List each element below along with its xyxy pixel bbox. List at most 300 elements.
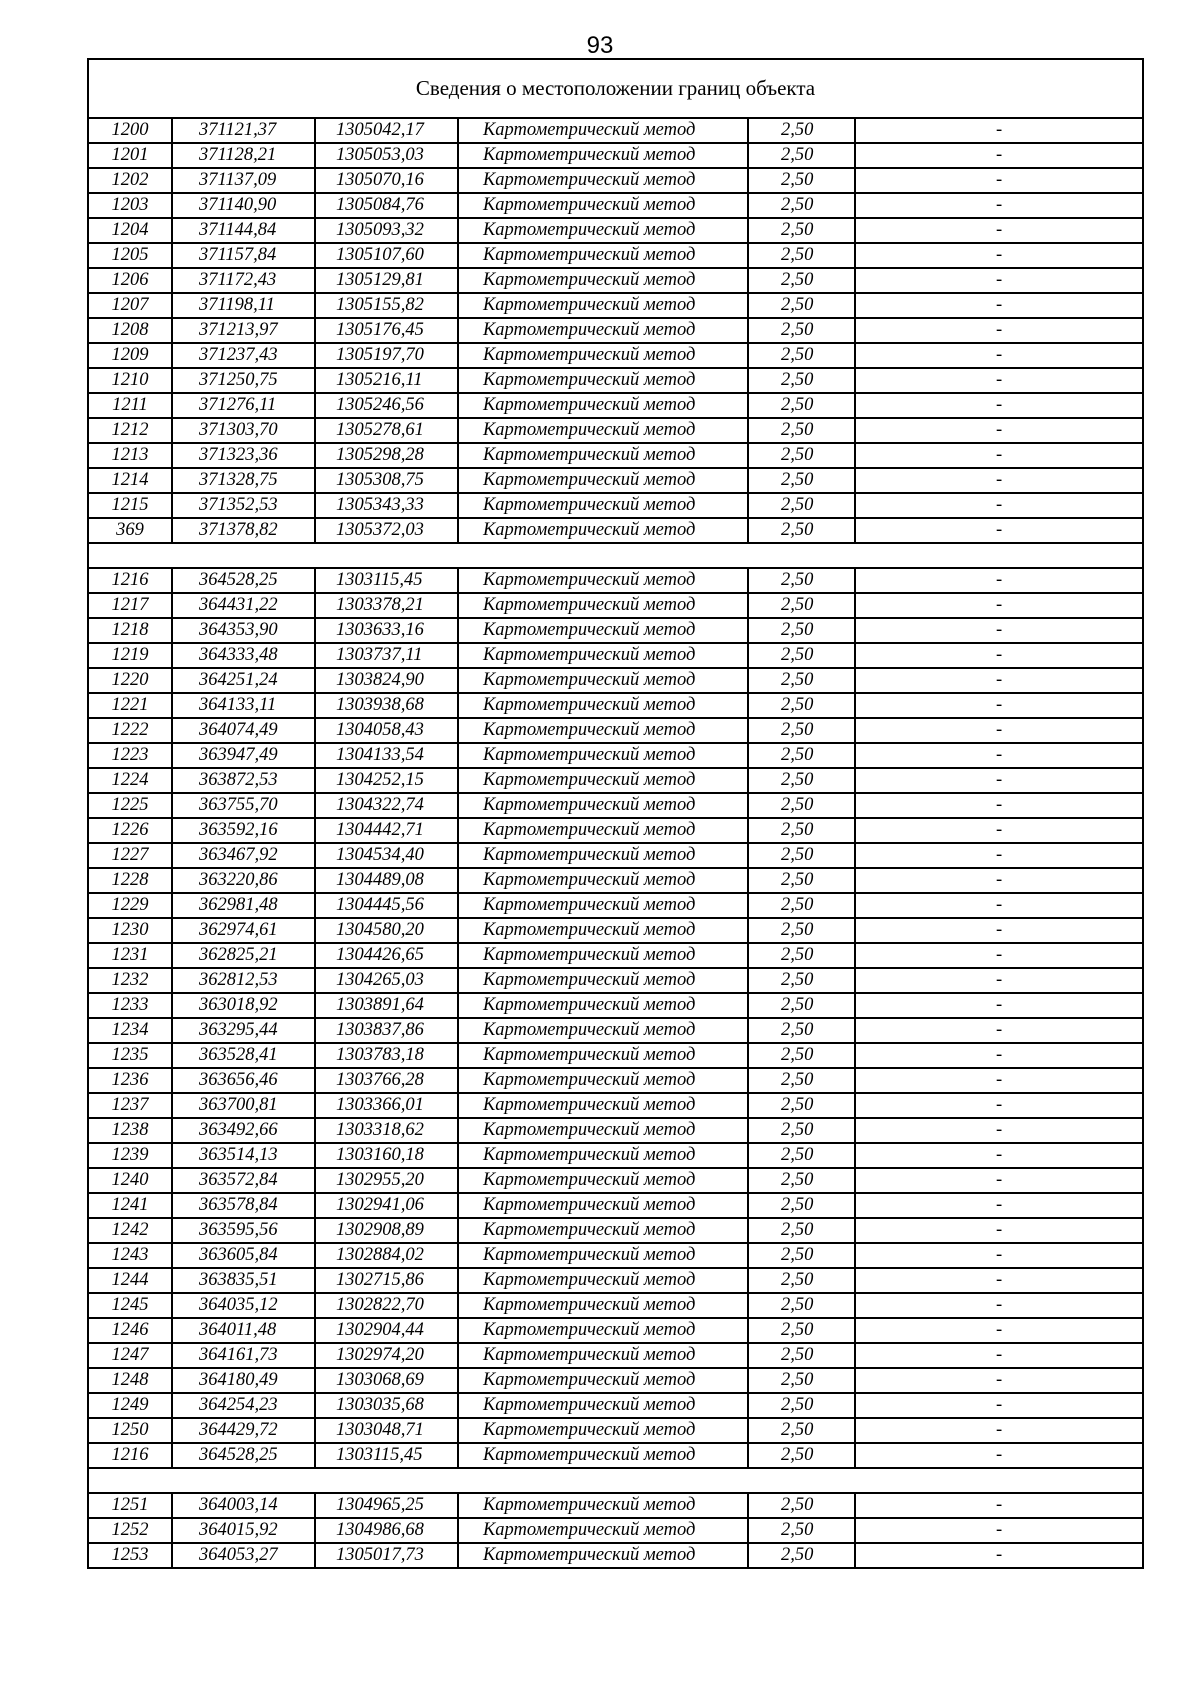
description-cell: - (855, 1018, 1143, 1043)
coordinate-x-cell: 363492,66 (172, 1118, 315, 1143)
point-number-cell: 1224 (88, 768, 172, 793)
method-cell: Картометрический метод (458, 193, 748, 218)
table-row (88, 1193, 1143, 1218)
method-cell: Картометрический метод (458, 768, 748, 793)
point-number-cell: 1222 (88, 718, 172, 743)
accuracy-cell: 2,50 (748, 1243, 855, 1268)
table-row (88, 1543, 1143, 1568)
accuracy-cell: 2,50 (748, 718, 855, 743)
accuracy-cell: 2,50 (748, 843, 855, 868)
accuracy-cell: 2,50 (748, 443, 855, 468)
method-cell: Картометрический метод (458, 1543, 748, 1568)
accuracy-cell: 2,50 (748, 1393, 855, 1418)
coordinate-y-cell: 1303068,69 (315, 1368, 458, 1393)
description-cell: - (855, 743, 1143, 768)
method-cell: Картометрический метод (458, 918, 748, 943)
coordinate-x-cell: 362812,53 (172, 968, 315, 993)
description-cell: - (855, 418, 1143, 443)
description-cell: - (855, 1118, 1143, 1143)
coordinate-y-cell: 1303366,01 (315, 1093, 458, 1118)
coordinate-y-cell: 1303891,64 (315, 993, 458, 1018)
point-number-cell: 1238 (88, 1118, 172, 1143)
method-cell: Картометрический метод (458, 1368, 748, 1393)
accuracy-cell: 2,50 (748, 1518, 855, 1543)
method-cell: Картометрический метод (458, 1518, 748, 1543)
coordinate-x-cell: 371128,21 (172, 143, 315, 168)
coordinate-y-cell: 1304442,71 (315, 818, 458, 843)
description-cell: - (855, 943, 1143, 968)
description-cell: - (855, 1168, 1143, 1193)
coordinate-y-cell: 1305129,81 (315, 268, 458, 293)
method-cell: Картометрический метод (458, 468, 748, 493)
table-row (88, 393, 1143, 418)
description-cell: - (855, 268, 1143, 293)
point-number-cell: 1214 (88, 468, 172, 493)
method-cell: Картометрический метод (458, 593, 748, 618)
description-cell: - (855, 468, 1143, 493)
description-cell: - (855, 1518, 1143, 1543)
coordinate-x-cell: 364035,12 (172, 1293, 315, 1318)
table-row (88, 443, 1143, 468)
accuracy-cell: 2,50 (748, 518, 855, 543)
coordinate-x-cell: 362825,21 (172, 943, 315, 968)
table-row (88, 743, 1143, 768)
page-number: 93 (586, 32, 614, 59)
coordinate-x-cell: 363295,44 (172, 1018, 315, 1043)
table-row (88, 493, 1143, 518)
coordinate-y-cell: 1302974,20 (315, 1343, 458, 1368)
method-cell: Картометрический метод (458, 968, 748, 993)
separator-cell (88, 543, 1143, 568)
coordinate-y-cell: 1305298,28 (315, 443, 458, 468)
method-cell: Картометрический метод (458, 643, 748, 668)
description-cell: - (855, 718, 1143, 743)
coordinate-x-cell: 371328,75 (172, 468, 315, 493)
method-cell: Картометрический метод (458, 843, 748, 868)
accuracy-cell: 2,50 (748, 768, 855, 793)
coordinate-y-cell: 1302908,89 (315, 1218, 458, 1243)
accuracy-cell: 2,50 (748, 1018, 855, 1043)
description-cell: - (855, 793, 1143, 818)
point-number-cell: 1206 (88, 268, 172, 293)
accuracy-cell: 2,50 (748, 193, 855, 218)
accuracy-cell: 2,50 (748, 668, 855, 693)
coordinate-y-cell: 1302955,20 (315, 1168, 458, 1193)
point-number-cell: 1201 (88, 143, 172, 168)
table-row (88, 1168, 1143, 1193)
table-row (88, 268, 1143, 293)
coordinate-x-cell: 371352,53 (172, 493, 315, 518)
coordinate-y-cell: 1302715,86 (315, 1268, 458, 1293)
accuracy-cell: 2,50 (748, 1493, 855, 1518)
table-row (88, 1443, 1143, 1468)
coordinate-y-cell: 1302884,02 (315, 1243, 458, 1268)
description-cell: - (855, 218, 1143, 243)
method-cell: Картометрический метод (458, 493, 748, 518)
table-row (88, 618, 1143, 643)
method-cell: Картометрический метод (458, 943, 748, 968)
description-cell: - (855, 518, 1143, 543)
description-cell: - (855, 1093, 1143, 1118)
coordinate-x-cell: 364528,25 (172, 568, 315, 593)
coordinate-y-cell: 1303824,90 (315, 668, 458, 693)
table-row (88, 1068, 1143, 1093)
coordinate-y-cell: 1305176,45 (315, 318, 458, 343)
method-cell: Картометрический метод (458, 1018, 748, 1043)
description-cell: - (855, 1368, 1143, 1393)
coordinate-x-cell: 363528,41 (172, 1043, 315, 1068)
description-cell: - (855, 443, 1143, 468)
point-number-cell: 1230 (88, 918, 172, 943)
table-row (88, 993, 1143, 1018)
coordinate-x-cell: 364011,48 (172, 1318, 315, 1343)
method-cell: Картометрический метод (458, 143, 748, 168)
coordinate-x-cell: 371303,70 (172, 418, 315, 443)
coordinate-x-cell: 371172,43 (172, 268, 315, 293)
table-row (88, 368, 1143, 393)
coordinate-y-cell: 1305278,61 (315, 418, 458, 443)
point-number-cell: 1228 (88, 868, 172, 893)
accuracy-cell: 2,50 (748, 1043, 855, 1068)
method-cell: Картометрический метод (458, 1193, 748, 1218)
table-row (88, 218, 1143, 243)
accuracy-cell: 2,50 (748, 1418, 855, 1443)
group-separator-row (88, 1468, 1143, 1493)
coordinate-x-cell: 363755,70 (172, 793, 315, 818)
table-row (88, 1368, 1143, 1393)
accuracy-cell: 2,50 (748, 1118, 855, 1143)
table-body (88, 59, 1143, 1568)
method-cell: Картометрический метод (458, 818, 748, 843)
coordinate-y-cell: 1305084,76 (315, 193, 458, 218)
description-cell: - (855, 1043, 1143, 1068)
description-cell: - (855, 868, 1143, 893)
method-cell: Картометрический метод (458, 1393, 748, 1418)
point-number-cell: 1234 (88, 1018, 172, 1043)
description-cell: - (855, 493, 1143, 518)
coordinate-y-cell: 1303378,21 (315, 593, 458, 618)
description-cell: - (855, 1068, 1143, 1093)
description-cell: - (855, 618, 1143, 643)
coordinate-x-cell: 363835,51 (172, 1268, 315, 1293)
point-number-cell: 1233 (88, 993, 172, 1018)
coordinate-y-cell: 1304265,03 (315, 968, 458, 993)
method-cell: Картометрический метод (458, 568, 748, 593)
coordinate-y-cell: 1303837,86 (315, 1018, 458, 1043)
method-cell: Картометрический метод (458, 168, 748, 193)
point-number-cell: 1221 (88, 693, 172, 718)
description-cell: - (855, 1243, 1143, 1268)
table-row (88, 1018, 1143, 1043)
table-row (88, 1343, 1143, 1368)
coordinate-y-cell: 1304058,43 (315, 718, 458, 743)
point-number-cell: 1241 (88, 1193, 172, 1218)
coordinate-x-cell: 371144,84 (172, 218, 315, 243)
method-cell: Картометрический метод (458, 743, 748, 768)
coordinate-y-cell: 1303160,18 (315, 1143, 458, 1168)
coordinate-x-cell: 371157,84 (172, 243, 315, 268)
coordinate-y-cell: 1304534,40 (315, 843, 458, 868)
point-number-cell: 1211 (88, 393, 172, 418)
method-cell: Картометрический метод (458, 1143, 748, 1168)
description-cell: - (855, 818, 1143, 843)
method-cell: Картометрический метод (458, 1243, 748, 1268)
coordinate-x-cell: 371237,43 (172, 343, 315, 368)
point-number-cell: 1202 (88, 168, 172, 193)
description-cell: - (855, 193, 1143, 218)
description-cell: - (855, 243, 1143, 268)
description-cell: - (855, 993, 1143, 1018)
coordinate-y-cell: 1303048,71 (315, 1418, 458, 1443)
point-number-cell: 1227 (88, 843, 172, 868)
method-cell: Картометрический метод (458, 893, 748, 918)
accuracy-cell: 2,50 (748, 593, 855, 618)
table-row (88, 643, 1143, 668)
coordinate-y-cell: 1303115,45 (315, 568, 458, 593)
method-cell: Картометрический метод (458, 243, 748, 268)
table-row (88, 468, 1143, 493)
coordinate-y-cell: 1305093,32 (315, 218, 458, 243)
coordinate-x-cell: 363605,84 (172, 1243, 315, 1268)
point-number-cell: 1249 (88, 1393, 172, 1418)
coordinate-x-cell: 364161,73 (172, 1343, 315, 1368)
description-cell: - (855, 593, 1143, 618)
method-cell: Картометрический метод (458, 1218, 748, 1243)
accuracy-cell: 2,50 (748, 343, 855, 368)
coordinate-y-cell: 1304322,74 (315, 793, 458, 818)
table-row (88, 1518, 1143, 1543)
table-title: Сведения о местоположении границ объекта (88, 59, 1143, 118)
description-cell: - (855, 368, 1143, 393)
table-row (88, 1393, 1143, 1418)
point-number-cell: 1217 (88, 593, 172, 618)
description-cell: - (855, 1318, 1143, 1343)
accuracy-cell: 2,50 (748, 1368, 855, 1393)
point-number-cell: 1200 (88, 118, 172, 143)
point-number-cell: 1216 (88, 1443, 172, 1468)
point-number-cell: 1240 (88, 1168, 172, 1193)
method-cell: Картометрический метод (458, 268, 748, 293)
coordinate-x-cell: 371140,90 (172, 193, 315, 218)
method-cell: Картометрический метод (458, 868, 748, 893)
table-row (88, 193, 1143, 218)
coordinate-x-cell: 363572,84 (172, 1168, 315, 1193)
description-cell: - (855, 118, 1143, 143)
point-number-cell: 1223 (88, 743, 172, 768)
coordinate-y-cell: 1303737,11 (315, 643, 458, 668)
coordinate-y-cell: 1302822,70 (315, 1293, 458, 1318)
table-row (88, 668, 1143, 693)
table-row (88, 1093, 1143, 1118)
table-row (88, 318, 1143, 343)
method-cell: Картометрический метод (458, 793, 748, 818)
coordinate-y-cell: 1304580,20 (315, 918, 458, 943)
coordinate-x-cell: 364254,23 (172, 1393, 315, 1418)
coordinate-y-cell: 1304445,56 (315, 893, 458, 918)
accuracy-cell: 2,50 (748, 368, 855, 393)
separator-cell (88, 1468, 1143, 1493)
table-row (88, 843, 1143, 868)
accuracy-cell: 2,50 (748, 818, 855, 843)
coordinate-y-cell: 1305246,56 (315, 393, 458, 418)
accuracy-cell: 2,50 (748, 468, 855, 493)
description-cell: - (855, 1443, 1143, 1468)
accuracy-cell: 2,50 (748, 1068, 855, 1093)
description-cell: - (855, 1343, 1143, 1368)
accuracy-cell: 2,50 (748, 868, 855, 893)
point-number-cell: 1229 (88, 893, 172, 918)
accuracy-cell: 2,50 (748, 968, 855, 993)
point-number-cell: 1213 (88, 443, 172, 468)
description-cell: - (855, 1418, 1143, 1443)
coordinate-x-cell: 363947,49 (172, 743, 315, 768)
accuracy-cell: 2,50 (748, 1093, 855, 1118)
coordinate-y-cell: 1304986,68 (315, 1518, 458, 1543)
method-cell: Картометрический метод (458, 368, 748, 393)
table-row (88, 1268, 1143, 1293)
accuracy-cell: 2,50 (748, 393, 855, 418)
accuracy-cell: 2,50 (748, 793, 855, 818)
coordinate-y-cell: 1304489,08 (315, 868, 458, 893)
accuracy-cell: 2,50 (748, 418, 855, 443)
description-cell: - (855, 1393, 1143, 1418)
coordinate-y-cell: 1303766,28 (315, 1068, 458, 1093)
accuracy-cell: 2,50 (748, 743, 855, 768)
table-row (88, 818, 1143, 843)
accuracy-cell: 2,50 (748, 1168, 855, 1193)
description-cell: - (855, 1293, 1143, 1318)
coordinate-x-cell: 364431,22 (172, 593, 315, 618)
description-cell: - (855, 693, 1143, 718)
coordinate-x-cell: 371198,11 (172, 293, 315, 318)
method-cell: Картометрический метод (458, 618, 748, 643)
method-cell: Картометрический метод (458, 1168, 748, 1193)
point-number-cell: 1210 (88, 368, 172, 393)
coordinate-y-cell: 1305308,75 (315, 468, 458, 493)
method-cell: Картометрический метод (458, 418, 748, 443)
accuracy-cell: 2,50 (748, 568, 855, 593)
point-number-cell: 1252 (88, 1518, 172, 1543)
coordinate-x-cell: 364429,72 (172, 1418, 315, 1443)
description-cell: - (855, 643, 1143, 668)
table-row (88, 1143, 1143, 1168)
description-cell: - (855, 1268, 1143, 1293)
method-cell: Картометрический метод (458, 318, 748, 343)
point-number-cell: 1236 (88, 1068, 172, 1093)
point-number-cell: 1220 (88, 668, 172, 693)
point-number-cell: 1219 (88, 643, 172, 668)
accuracy-cell: 2,50 (748, 218, 855, 243)
table-row (88, 768, 1143, 793)
point-number-cell: 1239 (88, 1143, 172, 1168)
point-number-cell: 1244 (88, 1268, 172, 1293)
coordinate-y-cell: 1303318,62 (315, 1118, 458, 1143)
accuracy-cell: 2,50 (748, 893, 855, 918)
method-cell: Картометрический метод (458, 1293, 748, 1318)
table-row (88, 568, 1143, 593)
coordinate-y-cell: 1302941,06 (315, 1193, 458, 1218)
table-row (88, 693, 1143, 718)
method-cell: Картометрический метод (458, 443, 748, 468)
point-number-cell: 1253 (88, 1543, 172, 1568)
description-cell: - (855, 393, 1143, 418)
description-cell: - (855, 1543, 1143, 1568)
coordinate-x-cell: 364053,27 (172, 1543, 315, 1568)
coordinate-y-cell: 1303115,45 (315, 1443, 458, 1468)
table-row (88, 1293, 1143, 1318)
coordinate-x-cell: 363578,84 (172, 1193, 315, 1218)
point-number-cell: 1226 (88, 818, 172, 843)
coordinate-x-cell: 364251,24 (172, 668, 315, 693)
method-cell: Картометрический метод (458, 518, 748, 543)
table-row (88, 168, 1143, 193)
point-number-cell: 369 (88, 518, 172, 543)
coordinate-y-cell: 1305053,03 (315, 143, 458, 168)
accuracy-cell: 2,50 (748, 1218, 855, 1243)
coordinate-x-cell: 364180,49 (172, 1368, 315, 1393)
coordinate-x-cell: 363595,56 (172, 1218, 315, 1243)
coordinate-x-cell: 364074,49 (172, 718, 315, 743)
coordinate-x-cell: 364133,11 (172, 693, 315, 718)
coordinate-y-cell: 1305070,16 (315, 168, 458, 193)
accuracy-cell: 2,50 (748, 293, 855, 318)
coordinate-x-cell: 371213,97 (172, 318, 315, 343)
accuracy-cell: 2,50 (748, 1193, 855, 1218)
coordinate-x-cell: 363700,81 (172, 1093, 315, 1118)
table-row (88, 343, 1143, 368)
coordinate-x-cell: 363592,16 (172, 818, 315, 843)
coordinate-x-cell: 363656,46 (172, 1068, 315, 1093)
coordinate-x-cell: 364353,90 (172, 618, 315, 643)
point-number-cell: 1251 (88, 1493, 172, 1518)
method-cell: Картометрический метод (458, 1443, 748, 1468)
point-number-cell: 1208 (88, 318, 172, 343)
accuracy-cell: 2,50 (748, 493, 855, 518)
point-number-cell: 1243 (88, 1243, 172, 1268)
description-cell: - (855, 318, 1143, 343)
coordinate-x-cell: 371250,75 (172, 368, 315, 393)
coordinate-y-cell: 1305155,82 (315, 293, 458, 318)
coordinate-x-cell: 363514,13 (172, 1143, 315, 1168)
coordinate-y-cell: 1305343,33 (315, 493, 458, 518)
point-number-cell: 1237 (88, 1093, 172, 1118)
table-row (88, 118, 1143, 143)
method-cell: Картометрический метод (458, 1118, 748, 1143)
description-cell: - (855, 893, 1143, 918)
accuracy-cell: 2,50 (748, 143, 855, 168)
point-number-cell: 1215 (88, 493, 172, 518)
accuracy-cell: 2,50 (748, 1443, 855, 1468)
coordinate-x-cell: 363872,53 (172, 768, 315, 793)
coordinate-y-cell: 1303783,18 (315, 1043, 458, 1068)
point-number-cell: 1246 (88, 1318, 172, 1343)
table-row (88, 418, 1143, 443)
table-row (88, 1218, 1143, 1243)
accuracy-cell: 2,50 (748, 118, 855, 143)
method-cell: Картометрический метод (458, 1318, 748, 1343)
description-cell: - (855, 968, 1143, 993)
description-cell: - (855, 918, 1143, 943)
coordinate-x-cell: 371121,37 (172, 118, 315, 143)
accuracy-cell: 2,50 (748, 993, 855, 1018)
description-cell: - (855, 668, 1143, 693)
coordinate-x-cell: 371137,09 (172, 168, 315, 193)
method-cell: Картометрический метод (458, 1068, 748, 1093)
method-cell: Картометрический метод (458, 1343, 748, 1368)
method-cell: Картометрический метод (458, 1268, 748, 1293)
coordinate-y-cell: 1304133,54 (315, 743, 458, 768)
accuracy-cell: 2,50 (748, 693, 855, 718)
